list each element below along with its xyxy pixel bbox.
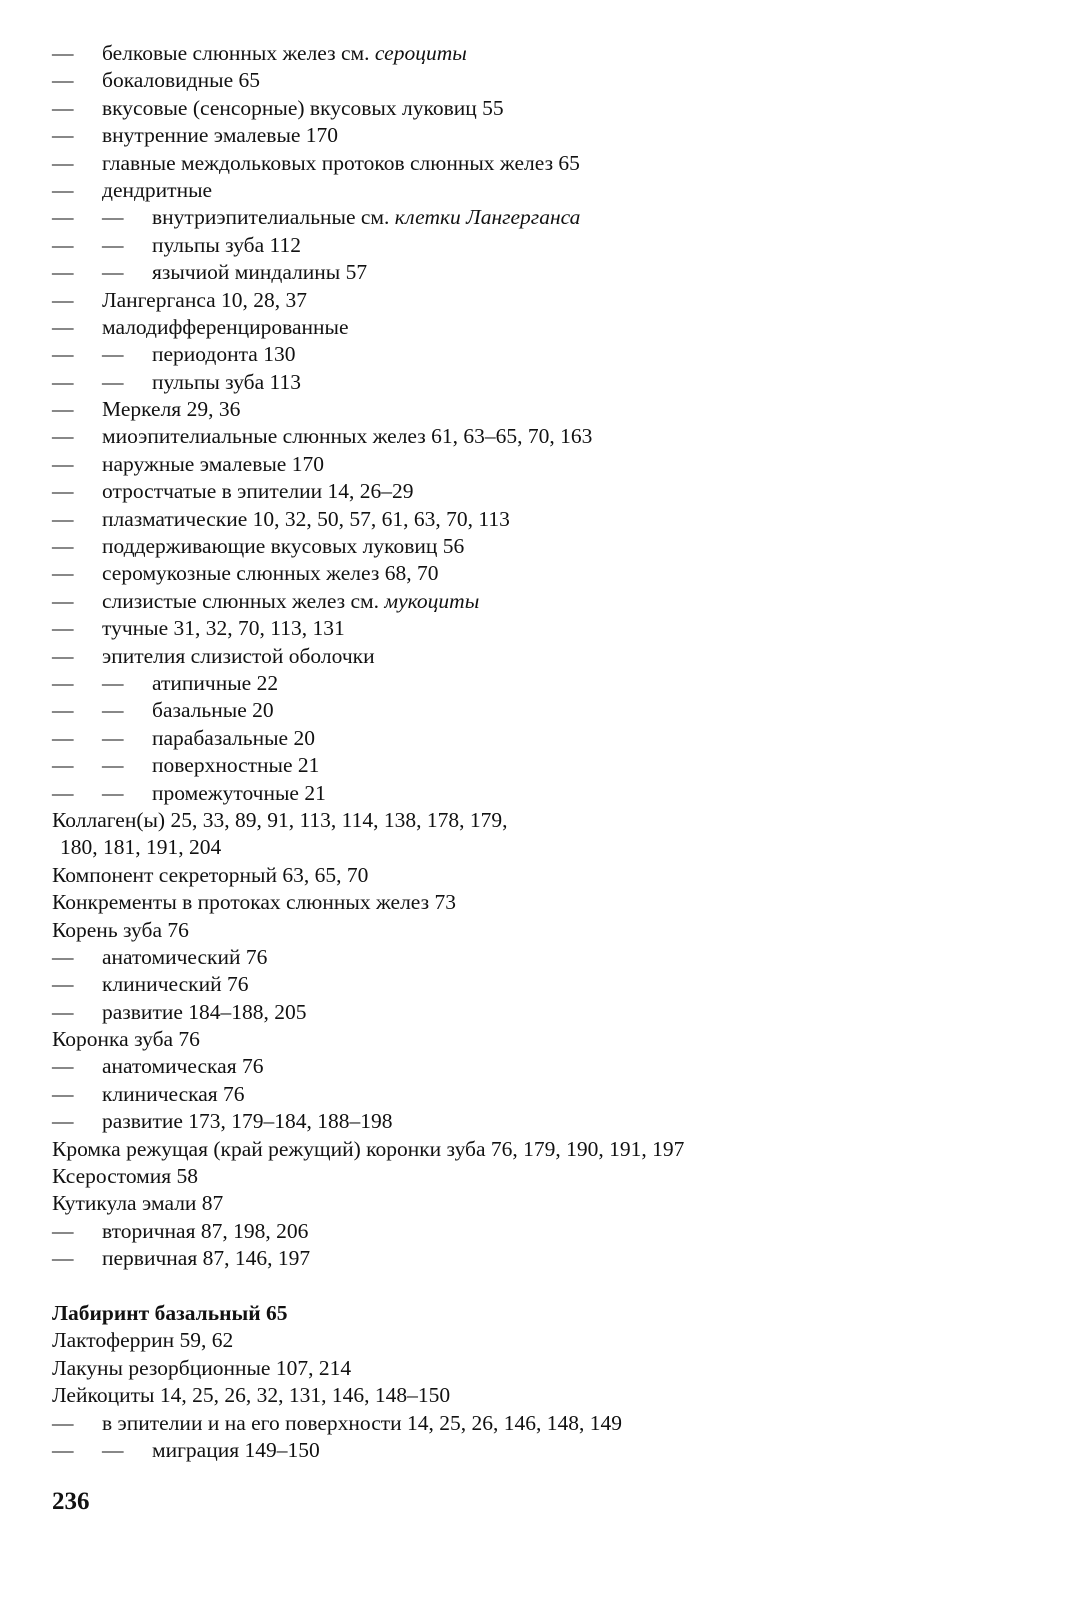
index-entry-text <box>152 369 301 396</box>
entry-term: Коллаген(ы) 25, 33, 89, 91, 113, 114, 138, 178, 179, <box>52 807 508 832</box>
dash-marker: — <box>102 780 124 805</box>
index-entry <box>52 95 1042 122</box>
entry-term: отростчатые в эпителии 14, 26–29 <box>102 479 414 504</box>
dash-marker: — <box>52 506 74 531</box>
entry-term: эпителия слизистой оболочки <box>102 643 375 668</box>
dash-marker: — <box>102 753 124 778</box>
entry-term: анатомическая 76 <box>102 1054 264 1079</box>
index-entry-text <box>52 1355 351 1382</box>
index-entry <box>52 697 1042 724</box>
index-entry <box>52 314 1042 341</box>
entry-term: клинический 76 <box>102 972 249 997</box>
index-entry <box>52 150 1042 177</box>
dash-marker: — <box>52 780 74 805</box>
index-entry-text <box>60 834 221 861</box>
entry-term: анатомический 76 <box>102 944 268 969</box>
index-entry <box>52 862 1042 889</box>
dash-marker: — <box>102 205 124 230</box>
entry-term: периодонта 130 <box>152 342 296 367</box>
page-number: 236 <box>52 1488 90 1515</box>
entry-term: Корень зуба 76 <box>52 917 189 942</box>
index-entry <box>52 204 1042 231</box>
index-entry-text <box>102 67 260 94</box>
entry-term: базальные 20 <box>152 698 274 723</box>
index-entry <box>52 122 1042 149</box>
entry-term: Лейкоциты 14, 25, 26, 32, 131, 146, 148–150 <box>52 1383 451 1408</box>
index-entry-text <box>52 862 368 889</box>
entry-term: миграция 149–150 <box>152 1437 320 1462</box>
entry-term: внутренние эмалевые 170 <box>102 123 339 148</box>
index-entry-text <box>52 1163 198 1190</box>
index-entry-text <box>152 204 580 231</box>
index-entry <box>52 1136 1042 1163</box>
index-entry <box>52 560 1042 587</box>
dash-marker: — <box>52 95 74 120</box>
dash-marker: — <box>52 232 74 257</box>
entry-term: Кутикула эмали 87 <box>52 1191 224 1216</box>
entry-term: первичная 87, 146, 197 <box>102 1246 311 1271</box>
index-entry-text <box>52 1382 450 1409</box>
index-entry <box>52 506 1042 533</box>
entry-term: наружные эмалевые 170 <box>102 451 324 476</box>
index-entry-text <box>102 423 592 450</box>
index-entry <box>52 807 1042 834</box>
index-entry-text <box>102 287 307 314</box>
dash-marker: — <box>52 314 74 339</box>
dash-marker: — <box>52 1246 74 1271</box>
dash-marker: — <box>52 534 74 559</box>
entry-term: плазматические 10, 32, 50, 57, 61, 63, 70, 113 <box>102 506 510 531</box>
entry-term: миоэпителиальные слюнных желез 61, 63–65, 70, 163 <box>102 424 593 449</box>
dash-marker: — <box>52 561 74 586</box>
dash-marker: — <box>102 232 124 257</box>
index-entry <box>52 1382 1042 1409</box>
entry-term: в эпителии и на его поверхности 14, 25, 26, 146, 148, 149 <box>102 1410 623 1435</box>
entry-term: главные междольковых протоков слюнных желез 65 <box>102 150 580 175</box>
dash-marker: — <box>52 369 74 394</box>
index-entry <box>52 588 1042 615</box>
dash-marker: — <box>52 123 74 148</box>
cross-reference: клетки Лангерганса <box>394 205 581 230</box>
entry-term: Лакуны резорбционные 107, 214 <box>52 1355 352 1380</box>
index-entry <box>52 1355 1042 1382</box>
index-entry <box>52 1437 1042 1464</box>
index-entry-text <box>102 314 349 341</box>
index-entry-text <box>102 451 324 478</box>
index-entry <box>52 1327 1042 1354</box>
index-entry-text <box>152 752 319 779</box>
index-entry <box>52 478 1042 505</box>
dash-marker: — <box>52 205 74 230</box>
entry-term: внутриэпителиальные см. <box>152 205 390 230</box>
index-entry-text <box>102 1218 308 1245</box>
index-entry <box>52 1108 1042 1135</box>
dash-marker: — <box>102 670 124 695</box>
cross-reference: мукоциты <box>384 588 480 613</box>
index-entry <box>52 643 1042 670</box>
index-entry-text <box>102 944 267 971</box>
dash-marker: — <box>52 944 74 969</box>
dash-marker: — <box>52 753 74 778</box>
entry-term: малодифференцированные <box>102 314 349 339</box>
dash-marker: — <box>52 643 74 668</box>
index-entry-text <box>102 1053 263 1080</box>
dash-marker: — <box>52 616 74 641</box>
index-entry-text <box>152 1437 320 1464</box>
index-entry <box>52 287 1042 314</box>
entry-term: Конкременты в протоках слюнных желез 73 <box>52 890 456 915</box>
index-entry-text <box>102 615 345 642</box>
index-entry <box>52 1410 1042 1437</box>
index-entry-text <box>152 670 278 697</box>
index-entry <box>52 533 1042 560</box>
index-entry-text <box>102 1245 310 1272</box>
dash-marker: — <box>52 424 74 449</box>
index-entry-text <box>52 1136 684 1163</box>
entry-term: белковые слюнных желез см. <box>102 41 370 65</box>
dash-marker: — <box>52 1218 74 1243</box>
dash-marker: — <box>52 397 74 422</box>
index-entry <box>52 971 1042 998</box>
entry-term: 180, 181, 191, 204 <box>60 835 222 860</box>
dash-marker: — <box>52 41 74 65</box>
dash-marker: — <box>52 287 74 312</box>
dash-marker: — <box>52 150 74 175</box>
section-gap <box>52 1273 1042 1300</box>
index-entry-text <box>52 1190 223 1217</box>
index-entry <box>52 40 1042 67</box>
index-entry-text <box>102 40 467 67</box>
dash-marker: — <box>52 260 74 285</box>
dash-marker: — <box>102 260 124 285</box>
dash-marker: — <box>52 698 74 723</box>
entry-term: развитие 184–188, 205 <box>102 999 307 1024</box>
index-entry-text <box>52 1327 233 1354</box>
index-entry-text <box>102 560 438 587</box>
index-entry-text <box>152 341 295 368</box>
entry-term: серомукозные слюнных желез 68, 70 <box>102 561 439 586</box>
dash-marker: — <box>102 369 124 394</box>
index-entry-text <box>102 999 307 1026</box>
index-entry-text <box>52 917 189 944</box>
index-entry <box>52 752 1042 779</box>
index-entry-text <box>102 1410 622 1437</box>
dash-marker: — <box>52 999 74 1024</box>
entry-term: развитие 173, 179–184, 188–198 <box>102 1109 393 1134</box>
dash-marker: — <box>52 1081 74 1106</box>
index-entry-text <box>152 259 367 286</box>
index-list <box>52 40 1042 1464</box>
entry-term: Ксеростомия 58 <box>52 1164 199 1189</box>
dash-marker: — <box>52 68 74 93</box>
index-entry-text <box>102 1081 245 1108</box>
index-entry-text <box>102 95 504 122</box>
dash-marker: — <box>52 1109 74 1134</box>
index-entry-text <box>102 122 338 149</box>
dash-marker: — <box>52 670 74 695</box>
index-entry-text <box>152 780 326 807</box>
entry-term: Кромка режущая (край режущий) коронки зуба 76, 179, 190, 191, 197 <box>52 1136 685 1161</box>
entry-term: бокаловидные 65 <box>102 68 260 93</box>
dash-marker: — <box>52 725 74 750</box>
index-entry-text <box>52 1300 288 1327</box>
entry-term: Лактоферрин 59, 62 <box>52 1328 234 1353</box>
index-entry <box>52 917 1042 944</box>
entry-term: дендритные <box>102 177 213 202</box>
index-entry <box>52 396 1042 423</box>
entry-term: Коронка зуба 76 <box>52 1027 200 1052</box>
dash-marker: — <box>52 1054 74 1079</box>
index-entry <box>52 1300 1042 1327</box>
dash-marker: — <box>52 451 74 476</box>
index-entry <box>52 1218 1042 1245</box>
entry-term: парабазальные 20 <box>152 725 315 750</box>
dash-marker: — <box>102 1437 124 1462</box>
dash-marker: — <box>52 177 74 202</box>
entry-term: промежуточные 21 <box>152 780 326 805</box>
index-entry-text <box>102 396 240 423</box>
index-entry <box>52 780 1042 807</box>
index-entry-text <box>102 533 464 560</box>
index-entry-text <box>102 506 510 533</box>
index-entry <box>52 177 1042 204</box>
entry-term: поддерживающие вкусовых луковиц 56 <box>102 534 465 559</box>
index-entry-text <box>102 177 212 204</box>
dash-marker: — <box>52 588 74 613</box>
entry-term: слизистые слюнных желез см. <box>102 588 380 613</box>
index-entry-text <box>102 478 413 505</box>
index-entry <box>52 369 1042 396</box>
dash-marker: — <box>52 342 74 367</box>
cross-reference: сероциты <box>374 41 467 65</box>
entry-term: язычиой миндалины 57 <box>152 260 368 285</box>
index-entry <box>52 67 1042 94</box>
index-entry <box>52 1190 1042 1217</box>
entry-term: Компонент секреторный 63, 65, 70 <box>52 862 369 887</box>
entry-term: Лабиринт базальный 65 <box>52 1300 288 1325</box>
entry-term: Лангерганса 10, 28, 37 <box>102 287 308 312</box>
dash-marker: — <box>52 1437 74 1462</box>
entry-term: клиническая 76 <box>102 1081 245 1106</box>
index-entry-text <box>52 1026 200 1053</box>
dash-marker: — <box>52 972 74 997</box>
dash-marker: — <box>102 698 124 723</box>
index-entry-text <box>152 232 301 259</box>
dash-marker: — <box>102 342 124 367</box>
index-entry <box>52 341 1042 368</box>
index-entry <box>52 670 1042 697</box>
entry-term: вкусовые (сенсорные) вкусовых луковиц 55 <box>102 95 504 120</box>
dash-marker: — <box>52 1410 74 1435</box>
entry-term: вторичная 87, 198, 206 <box>102 1218 309 1243</box>
index-entry-text <box>102 150 580 177</box>
index-entry-text <box>52 807 508 834</box>
index-entry <box>52 834 1042 861</box>
index-entry <box>52 889 1042 916</box>
dash-marker: — <box>102 725 124 750</box>
entry-term: поверхностные 21 <box>152 753 320 778</box>
index-entry-text <box>152 697 274 724</box>
index-entry <box>52 944 1042 971</box>
index-entry <box>52 1163 1042 1190</box>
index-entry-text <box>102 971 248 998</box>
index-entry <box>52 259 1042 286</box>
index-entry <box>52 1245 1042 1272</box>
entry-term: пульпы зуба 113 <box>152 369 301 394</box>
index-entry <box>52 615 1042 642</box>
entry-term: пульпы зуба 112 <box>152 232 301 257</box>
index-entry <box>52 1053 1042 1080</box>
entry-term: атипичные 22 <box>152 670 279 695</box>
index-entry <box>52 451 1042 478</box>
entry-term: тучные 31, 32, 70, 113, 131 <box>102 616 345 641</box>
index-entry <box>52 1081 1042 1108</box>
index-entry <box>52 1026 1042 1053</box>
index-entry-text <box>152 725 315 752</box>
index-entry <box>52 423 1042 450</box>
dash-marker: — <box>52 479 74 504</box>
entry-term: Меркеля 29, 36 <box>102 397 241 422</box>
index-entry-text <box>102 643 375 670</box>
index-entry-text <box>102 1108 393 1135</box>
index-entry-text <box>102 588 479 615</box>
index-entry <box>52 725 1042 752</box>
index-entry-text <box>52 889 456 916</box>
index-entry <box>52 232 1042 259</box>
index-entry <box>52 999 1042 1026</box>
